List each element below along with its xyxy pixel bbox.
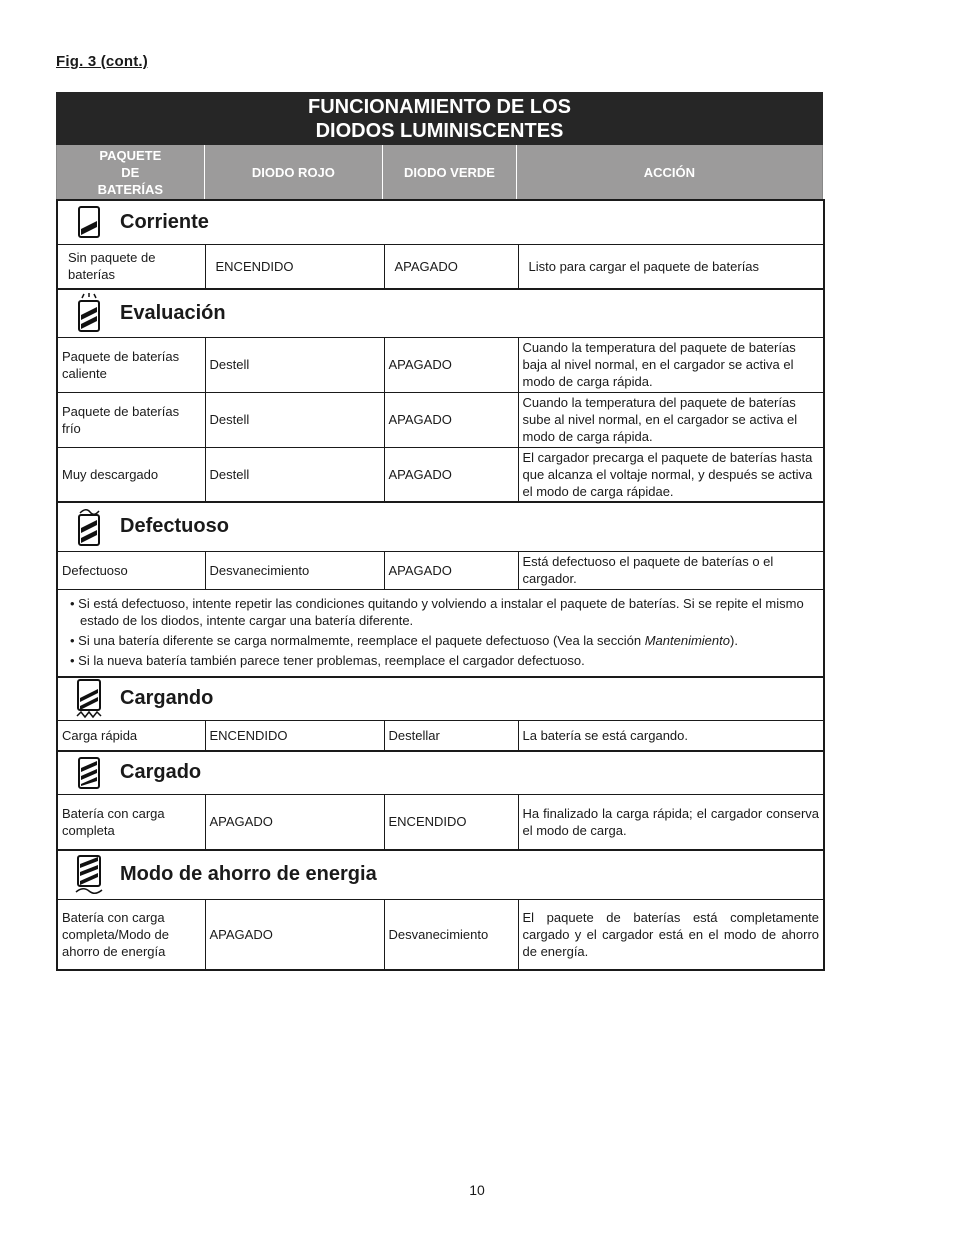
table-row: Paquete de baterías caliente Destell APAGADO Cuando la temperatura del paquete de baterías baja al nivel normal, en el cargador se activa el modo de carga rápida. xyxy=(57,337,824,392)
led-table-body xyxy=(56,199,825,971)
section-title-corriente: Corriente xyxy=(120,210,209,233)
battery-icon xyxy=(58,205,120,239)
table-row: Muy descargado Destell APAGADO El cargador precarga el paquete de baterías hasta que alcanza el voltaje normal, y después se activa el modo de carga rápidae. xyxy=(57,447,824,502)
figure-label: Fig. 3 (cont.) xyxy=(56,53,148,70)
section-title-cargado: Cargado xyxy=(120,761,202,784)
title-line-1: FUNCIONAMIENTO DE LOS xyxy=(308,95,571,118)
note-2: • Si una batería diferente se carga normalmemte, reemplace el paquete defectuoso (Vea la sección Mantenimiento). xyxy=(70,632,738,648)
header-diodo-rojo: DIODO ROJO xyxy=(205,145,384,199)
header-diodo-verde: DIODO VERDE xyxy=(383,145,517,199)
led-table xyxy=(56,92,823,971)
note-1: • Si está defectuoso, intente repetir las condiciones quitando y volviendo a instalar el paquete de baterías. Si se repite el mismo estado de los diodos, intente cargar una batería diferente. xyxy=(70,595,804,628)
battery-charging-icon xyxy=(58,678,120,720)
battery-power-save-icon xyxy=(58,854,120,896)
table-row: Defectuoso Desvanecimiento APAGADO Está defectuoso el paquete de baterías o el cargador. xyxy=(57,551,824,589)
header-paquete: PAQUETE DE BATERÍAS xyxy=(57,145,205,199)
table-row: Carga rápida ENCENDIDO Destellar La batería se está cargando. xyxy=(57,721,824,751)
section-title-ahorro: Modo de ahorro de energia xyxy=(120,863,377,886)
table-header xyxy=(56,145,823,199)
section-title-evaluacion: Evaluación xyxy=(120,301,226,324)
header-accion: ACCIÓN xyxy=(643,164,696,180)
section-title-cargando: Cargando xyxy=(120,687,214,710)
note-2-section-name: Mantenimiento xyxy=(644,632,730,648)
table-row: Batería con carga completa APAGADO ENCENDIDO Ha finalizado la carga rápida; el cargador conserva el modo de carga. xyxy=(57,795,824,850)
section-title-defectuoso: Defectuoso xyxy=(120,515,229,538)
table-row: Sin paquete de baterías ENCENDIDO APAGADO Listo para cargar el paquete de baterías xyxy=(57,244,824,289)
note-3: • Si la nueva batería también parece tener problemas, reemplace el cargador defectuoso. xyxy=(70,652,585,668)
table-row: Batería con carga completa/Modo de ahorro de energía APAGADO Desvanecimiento El paquete de baterías está completamente cargado y el cargador está en el modo de ahorro de energía. xyxy=(57,900,824,970)
battery-evaluating-icon xyxy=(58,293,120,333)
page-number: 10 xyxy=(469,1182,485,1198)
table-title xyxy=(56,92,823,145)
battery-defective-icon xyxy=(58,507,120,547)
table-row: Paquete de baterías frío Destell APAGADO Cuando la temperatura del paquete de baterías sube al nivel normal, en el cargador se activa el modo de carga rápida. xyxy=(57,392,824,447)
battery-charged-icon xyxy=(58,756,120,790)
notes-row xyxy=(57,589,824,677)
title-line-2: DIODOS LUMINISCENTES xyxy=(315,119,564,142)
